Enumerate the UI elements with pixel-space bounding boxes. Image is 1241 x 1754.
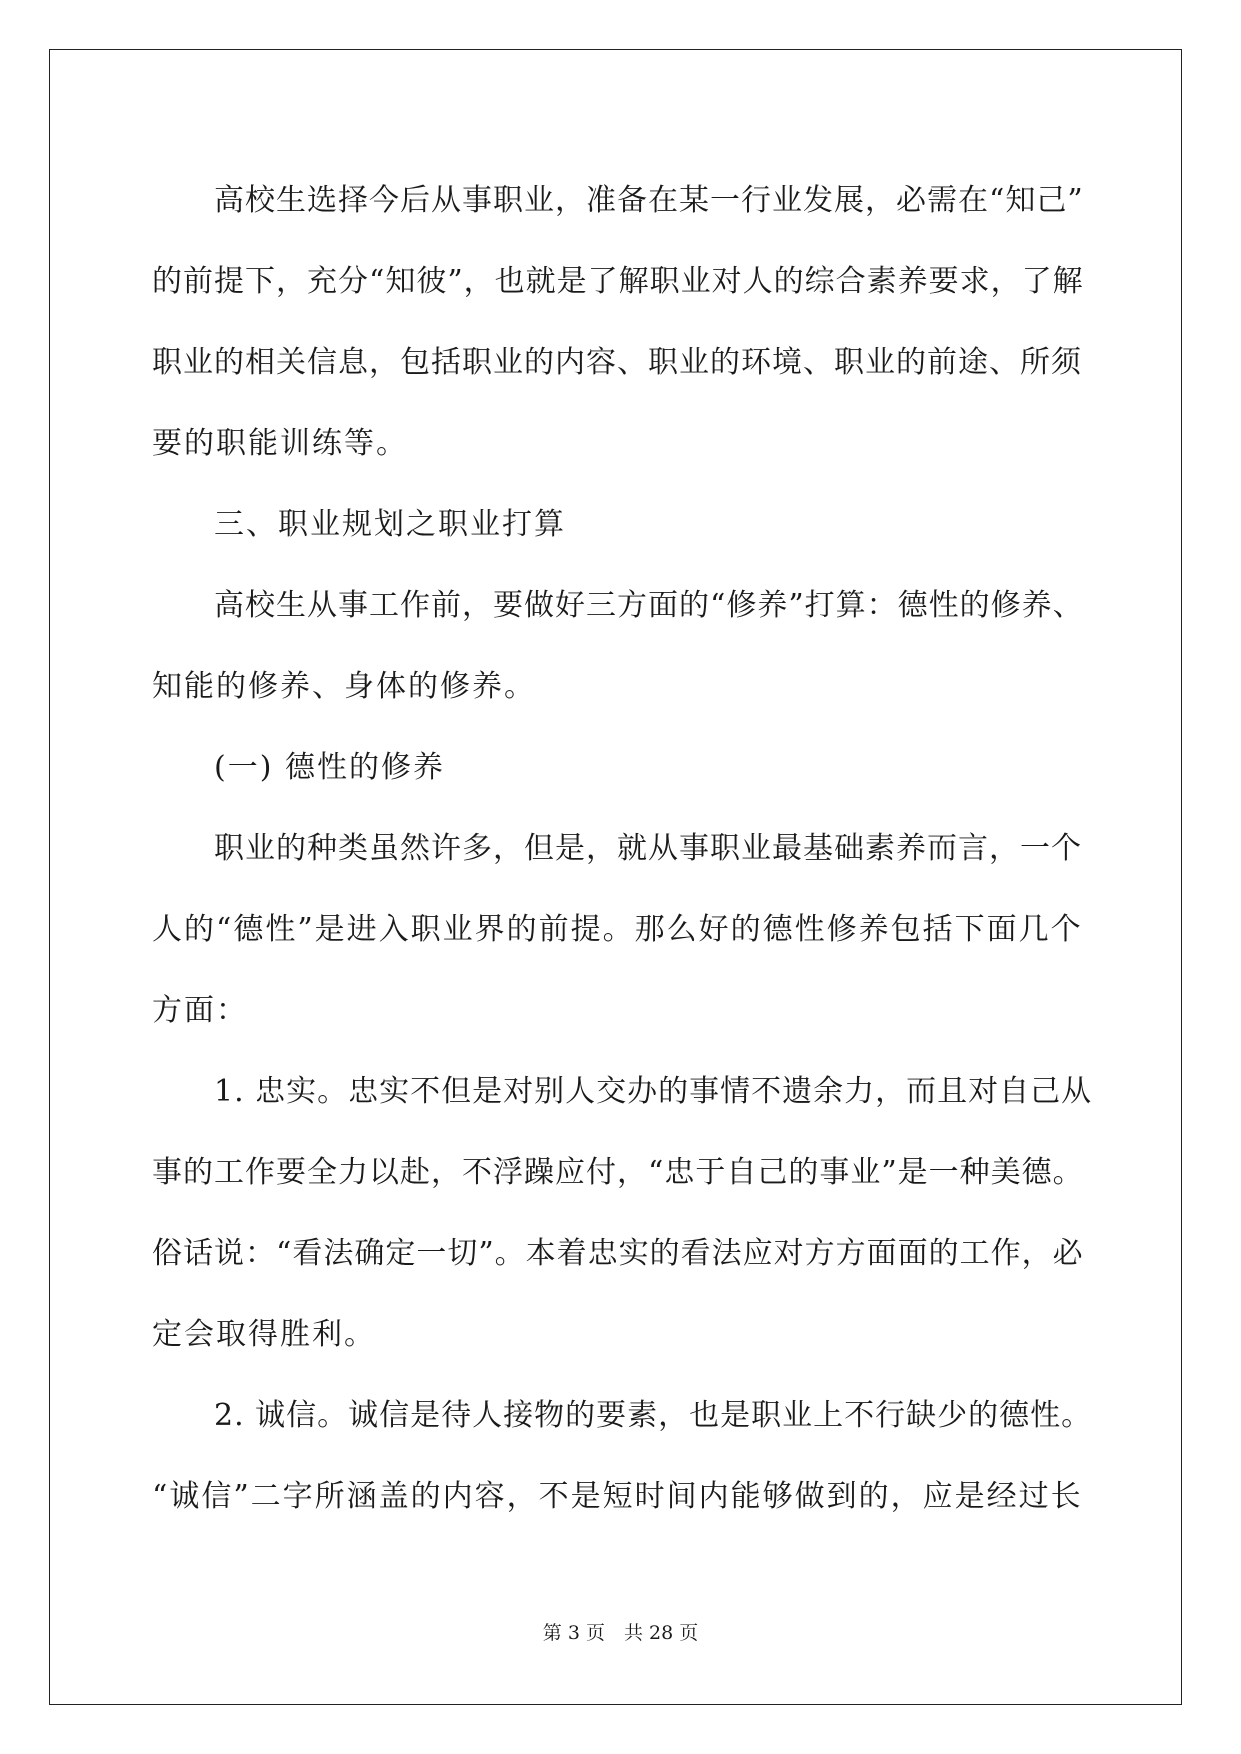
page-number-label: 第 3 页 共 28 页: [542, 1622, 699, 1644]
text-line: 要的职能训练等。: [152, 426, 408, 461]
subsection-heading: (一) 德性的修养: [214, 750, 445, 785]
page-footer: [0, 1618, 1241, 1645]
text-line: 高校生选择今后从事职业，准备在某一行业发展，必需在“知己”: [214, 183, 1084, 218]
text-line: 方面：: [152, 993, 248, 1028]
text-line: 人的“德性”是进入职业界的前提。那么好的德性修养包括下面几个: [152, 912, 1083, 947]
text-line: “诚信”二字所涵盖的内容，不是短时间内能够做到的，应是经过长: [152, 1479, 1083, 1514]
text-line: 2. 诚信。诚信是待人接物的要素，也是职业上不行缺少的德性。: [214, 1398, 1093, 1433]
text-line: 事的工作要全力以赴，不浮躁应付，“忠于自己的事业”是一种美德。: [152, 1155, 1084, 1190]
text-line: 俗话说：“看法确定一切”。本着忠实的看法应对方方面面的工作，必: [152, 1236, 1084, 1271]
text-line: 定会取得胜利。: [152, 1317, 376, 1352]
text-line: 职业的相关信息，包括职业的内容、职业的环境、职业的前途、所须: [152, 345, 1082, 380]
document-body: [152, 160, 1092, 1537]
text-line: 高校生从事工作前，要做好三方面的“修养”打算：德性的修养、: [214, 588, 1084, 623]
text-line: 职业的种类虽然许多，但是，就从事职业最基础素养而言，一个: [214, 831, 1082, 866]
text-line: 1. 忠实。忠实不但是对别人交办的事情不遗余力，而且对自己从: [214, 1074, 1093, 1109]
text-line: 知能的修养、身体的修养。: [152, 669, 536, 704]
section-heading: 三、职业规划之职业打算: [214, 507, 566, 542]
text-line: 的前提下，充分“知彼”，也就是了解职业对人的综合素养要求，了解: [152, 264, 1084, 299]
